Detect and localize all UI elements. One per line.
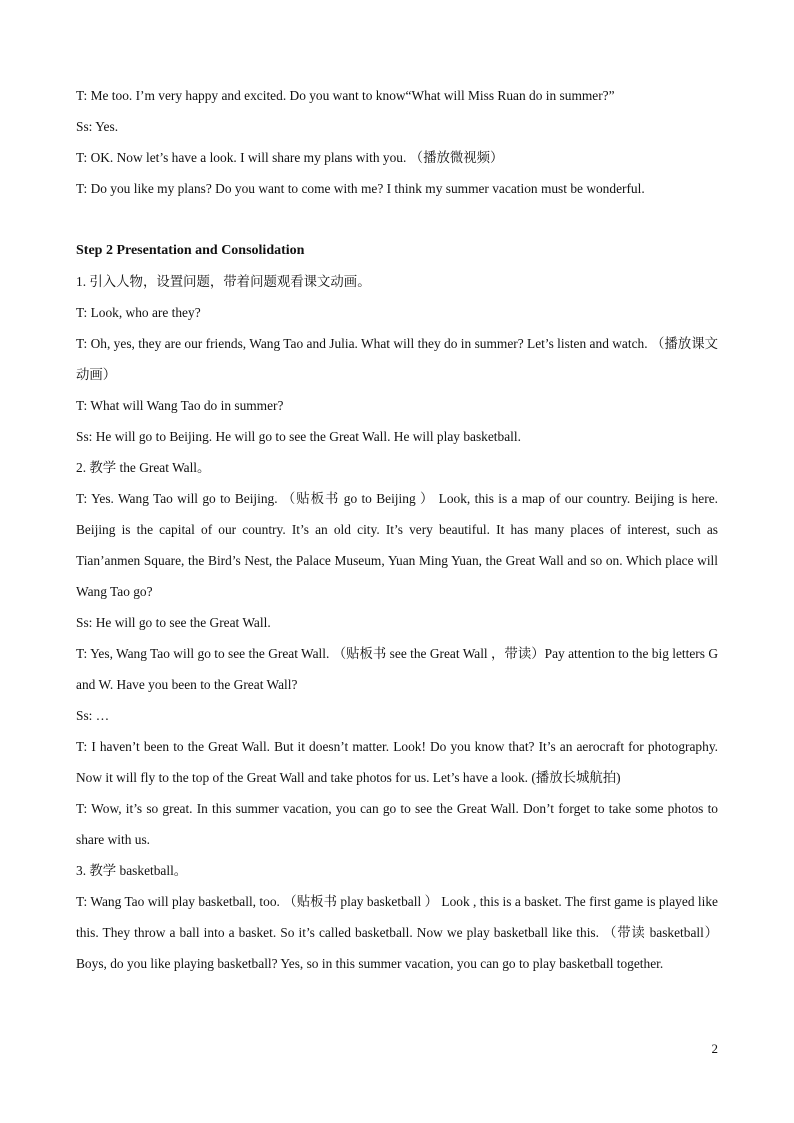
dialogue-line: T: Look, who are they?	[76, 305, 201, 320]
dialogue-line: T: What will Wang Tao do in summer?	[76, 398, 284, 413]
dialogue-line: T: Do you like my plans? Do you want to come with me? I think my summer vacation must be wonderful.	[76, 181, 645, 196]
dialogue-line: Ss: Yes.	[76, 119, 119, 134]
dialogue-line: T: Yes. Wang Tao will go to Beijing. （贴板书 go to Beijing ） Look, this is a map of our country. Beijing is here. Beijing is the capital of our country. It’s an old city. It’s very beautiful. It has many places of interest, such as Tian’anmen Square, the Bird’s Nest, the Palace Museum, Yuan Ming Yuan, the Great Wall and so on. Which place will Wang Tao go?	[76, 491, 718, 599]
step-instruction: 1. 引入人物，设置问题，带着问题观看课文动画。	[76, 274, 371, 289]
page-number: 2	[711, 1041, 718, 1056]
step-instruction: 3. 教学 basketball。	[76, 863, 188, 878]
document-body	[76, 80, 718, 979]
dialogue-line: T: Yes, Wang Tao will go to see the Great Wall. （贴板书 see the Great Wall ，带读）Pay attention to the big letters G and W. Have you been to the Great Wall?	[76, 646, 718, 692]
dialogue-line: T: Wow, it’s so great. In this summer vacation, you can go to see the Great Wall. Don’t forget to take some photos to share with us.	[76, 801, 718, 847]
dialogue-line: Ss: …	[76, 708, 110, 723]
blank-line	[76, 204, 718, 235]
dialogue-line: T: I haven’t been to the Great Wall. But it doesn’t matter. Look! Do you know that? It’s an aerocraft for photography. Now it will fly to the top of the Great Wall and take photos for us. Let’s have a look. (播放长城航拍)	[76, 739, 718, 785]
dialogue-line: T: OK. Now let’s have a look. I will share my plans with you. （播放微视频）	[76, 150, 504, 165]
dialogue-line: T: Me too. I’m very happy and excited. Do you want to know“What will Miss Ruan do in summer?”	[76, 88, 615, 103]
dialogue-line: Ss: He will go to see the Great Wall.	[76, 615, 271, 630]
dialogue-line: T: Oh, yes, they are our friends, Wang Tao and Julia. What will they do in summer? Let’s listen and watch. （播放课文动画）	[76, 336, 718, 382]
step-instruction: 2. 教学 the Great Wall。	[76, 460, 211, 475]
dialogue-line: Ss: He will go to Beijing. He will go to see the Great Wall. He will play basketball.	[76, 429, 521, 444]
section-heading: Step 2 Presentation and Consolidation	[76, 243, 305, 258]
dialogue-line: T: Wang Tao will play basketball, too. （贴板书 play basketball ） Look , this is a basket. The first game is played like this. They throw a ball into a basket. So it’s called basketball. Now we play basketball like this. （带读 basketball）Boys, do you like playing basketball? Yes, so in this summer vacation, you can go to play basketball together.	[76, 894, 718, 971]
